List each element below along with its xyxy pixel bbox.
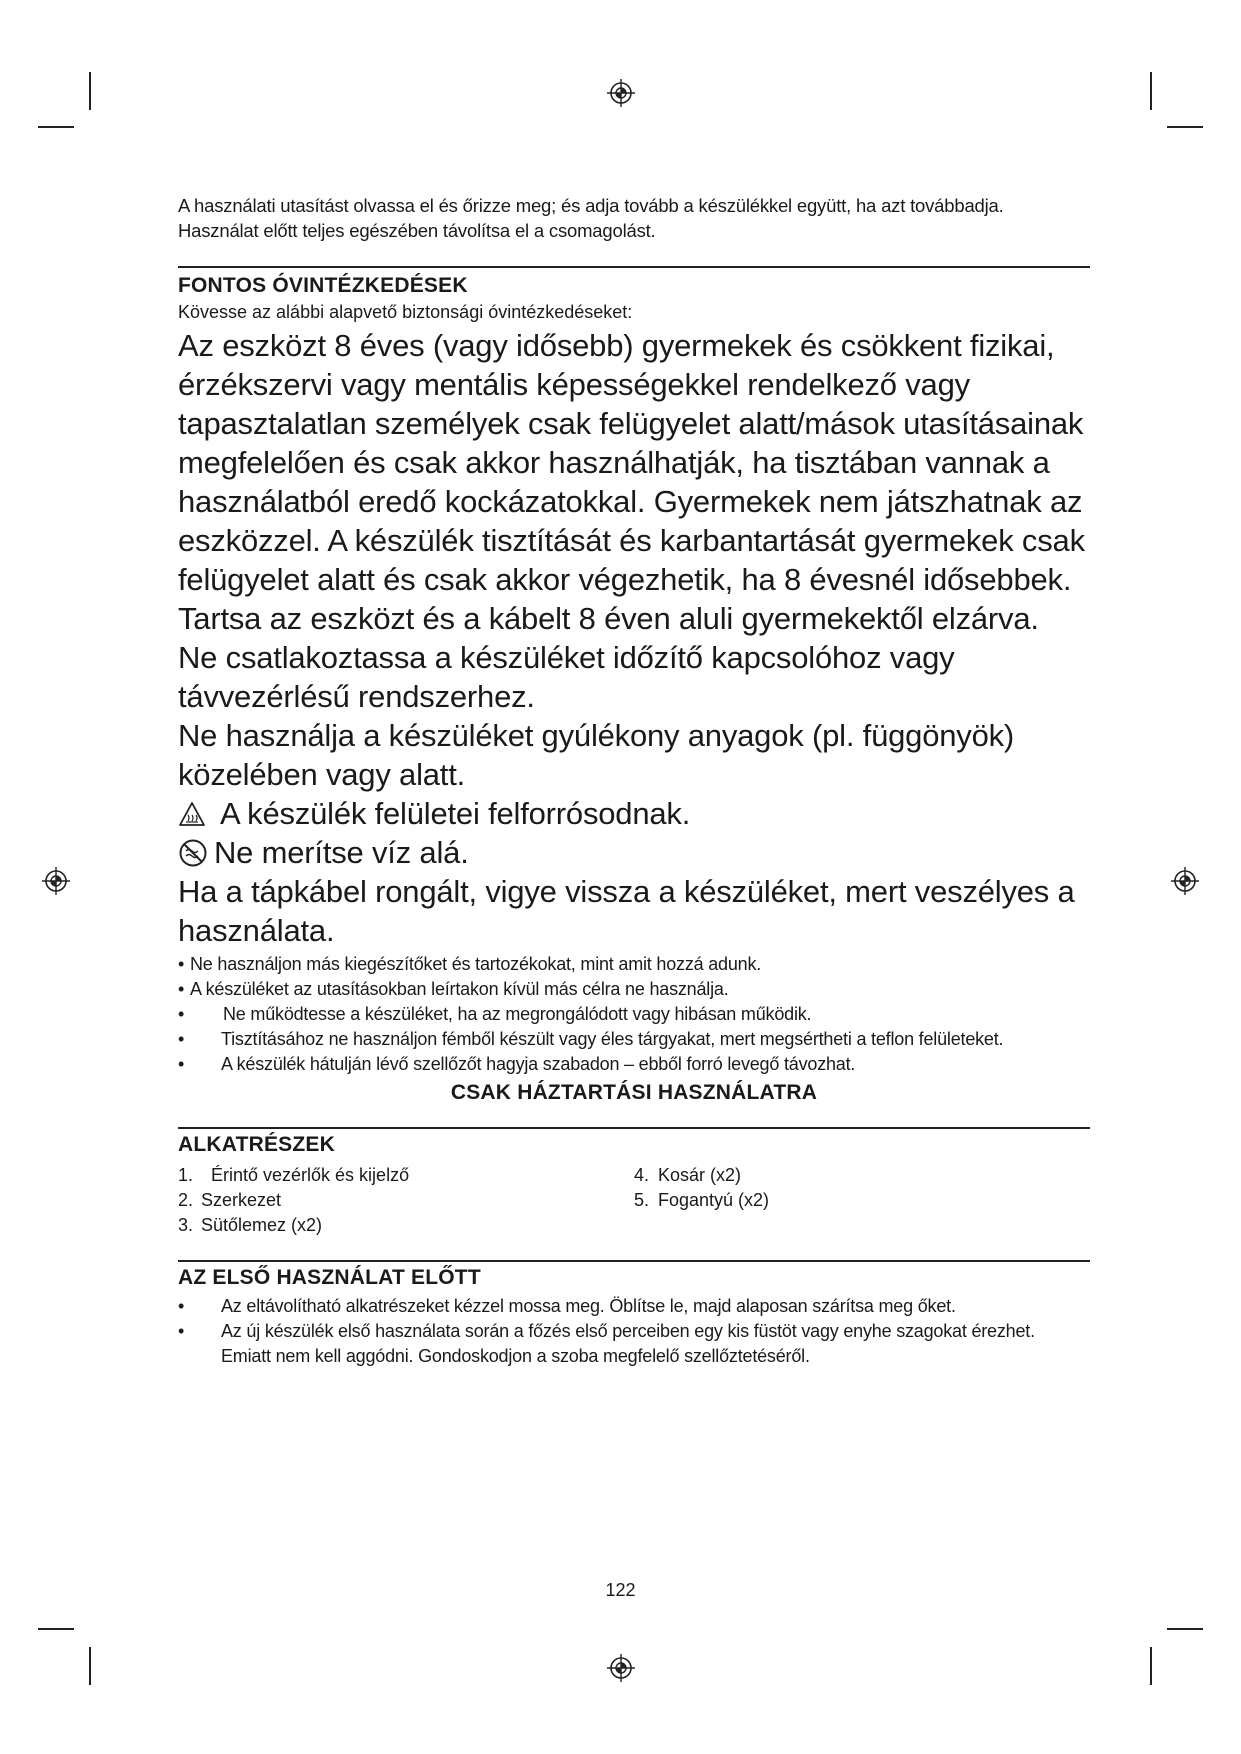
list-item: 5. Fogantyú (x2) (634, 1190, 770, 1210)
section-divider (178, 266, 1090, 268)
warning-paragraph: Ne csatlakoztassa a készüléket időzítő kapcsolóhoz vagy távvezérlésű rendszerhez. (178, 640, 955, 714)
no-immersion-icon (178, 838, 208, 868)
registration-mark-icon (606, 1653, 636, 1683)
first-use-list (178, 1294, 1090, 1369)
safety-bullet-list (178, 952, 1090, 1077)
list-item: • Az eltávolítható alkatrészeket kézzel mossa meg. Öblítse le, majd alaposan szárítsa meg őket. (178, 1296, 956, 1316)
list-item: • Tisztításához ne használjon fémből készült vagy éles tárgyakat, mert megsértheti a teflon felületeket. (178, 1029, 1004, 1049)
safety-heading: FONTOS ÓVINTÉZKEDÉSEK (178, 274, 468, 297)
no-immersion-warning (178, 833, 1090, 872)
safety-subheading: Kövesse az alábbi alapvető biztonsági óvintézkedéseket: (178, 302, 633, 322)
crop-mark (1150, 1647, 1152, 1685)
warning-paragraph: Az eszközt 8 éves (vagy idősebb) gyermekek és csökkent fizikai, érzékszervi vagy mentális képességekkel rendelkező vagy tapasztalatlan személyek csak felügyelet alatt/mások utasításainak megfelelően és csak akkor használhatják, ha tisztában vannak a használatból eredő kockázatokkal. Gyermekek nem játszhatnak az eszközzel. A készülék tisztítását és karbantartását gyermekek csak felügyelet alatt és csak akkor végezhetik, ha 8 évesnél idősebbek. (178, 328, 1085, 597)
page-content (178, 193, 1090, 1369)
registration-mark-icon (606, 78, 636, 108)
list-item: 4. Kosár (x2) (634, 1165, 742, 1185)
intro-line: A használati utasítást olvassa el és őrizze meg; és adja tovább a készülékkel együtt, ha azt továbbadja. (178, 195, 1004, 216)
crop-mark (89, 72, 91, 110)
no-immersion-text: Ne merítse víz alá. (214, 835, 469, 870)
section-divider (178, 1127, 1090, 1129)
warning-paragraph: Tartsa az eszközt és a kábelt 8 éven aluli gyermekektől elzárva. (178, 601, 1039, 636)
list-item: • Az új készülék első használata során a főzés első perceiben egy kis füstöt vagy enyhe szagokat érezhet. Emiatt nem kell aggódni. Gondoskodjon a szoba megfelelő szellőztetéséről. (178, 1321, 1035, 1366)
crop-mark (1167, 126, 1203, 128)
list-item: 3. Sütőlemez (x2) (178, 1215, 323, 1235)
page-number: 122 (605, 1580, 636, 1600)
registration-mark-icon (1170, 866, 1200, 896)
parts-heading: ALKATRÉSZEK (178, 1133, 335, 1156)
crop-mark (1150, 72, 1152, 110)
household-notice: CSAK HÁZTARTÁSI HASZNÁLATRA (450, 1081, 818, 1104)
list-item: • Ne használjon más kiegészítőket és tartozékokat, mint amit hozzá adunk. (178, 954, 762, 974)
crop-mark (89, 1647, 91, 1685)
parts-column-left (178, 1163, 634, 1238)
first-use-heading: AZ ELSŐ HASZNÁLAT ELŐTT (178, 1266, 481, 1289)
hot-surface-warning (178, 794, 1090, 833)
registration-mark-icon (41, 866, 71, 896)
list-item: • A készüléket az utasításokban leírtakon kívül más célra ne használja. (178, 979, 729, 999)
parts-list (178, 1163, 1090, 1238)
list-item: 2. Szerkezet (178, 1190, 282, 1210)
intro-line: Használat előtt teljes egészében távolítsa el a csomagolást. (178, 220, 656, 241)
hot-surface-warning-icon (178, 801, 206, 827)
hot-surface-text: A készülék felületei felforrósodnak. (220, 796, 691, 831)
crop-mark (38, 1628, 74, 1630)
list-item: • Ne működtesse a készüléket, ha az megrongálódott vagy hibásan működik. (178, 1004, 812, 1024)
crop-mark (1167, 1628, 1203, 1630)
cable-warning: Ha a tápkábel rongált, vigye vissza a készüléket, mert veszélyes a használata. (178, 874, 1075, 948)
intro (178, 193, 1090, 243)
section-divider (178, 1260, 1090, 1262)
parts-column-right (634, 1163, 1090, 1238)
crop-mark (38, 126, 74, 128)
list-item: 1. Érintő vezérlők és kijelző (178, 1165, 410, 1185)
safety-warnings (178, 326, 1090, 950)
list-item: • A készülék hátulján lévő szellőzőt hagyja szabadon – ebből forró levegő távozhat. (178, 1054, 856, 1074)
warning-paragraph: Ne használja a készüléket gyúlékony anyagok (pl. függönyök) közelében vagy alatt. (178, 718, 1015, 792)
